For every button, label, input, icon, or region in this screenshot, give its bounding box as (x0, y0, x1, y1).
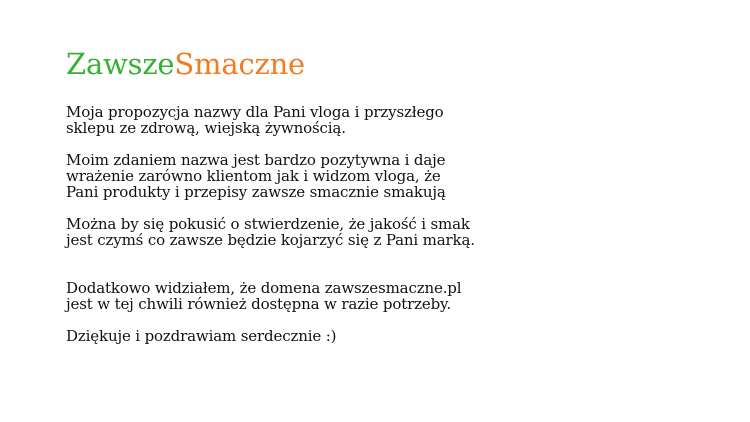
logo-word-zawsze: Zawsze (66, 47, 175, 81)
paragraph-name-proposal (66, 104, 626, 136)
paragraph-line: Pani produkty i przepisy zawsze smacznie smakują (66, 183, 446, 201)
paragraph-closing (66, 328, 626, 344)
logo-word-smaczne: Smaczne (174, 47, 306, 81)
paragraph-line: Moja propozycja nazwy dla Pani vloga i przyszłego (66, 103, 444, 121)
paragraph-line: Dziękuje i pozdrawiam serdecznie :) (66, 327, 337, 345)
paragraph-line: jest czymś co zawsze będzie kojarzyć się z Pani marką. (66, 231, 475, 249)
paragraph-line: jest w tej chwili również dostępna w razie potrzeby. (66, 295, 451, 313)
paragraph-positive-impression (66, 152, 626, 200)
paragraph-line: Dodatkowo widziałem, że domena zawszesmaczne.pl (66, 279, 462, 297)
letter-body (66, 104, 626, 360)
paragraph-line: Moim zdaniem nazwa jest bardzo pozytywna i daje (66, 151, 446, 169)
paragraph-line: sklepu ze zdrową, wiejską żywnością. (66, 119, 346, 137)
paragraph-line: Można by się pokusić o stwierdzenie, że jakość i smak (66, 215, 470, 233)
paragraph-domain-available (66, 280, 626, 312)
brand-logo (66, 44, 305, 84)
paragraph-quality-taste (66, 216, 626, 248)
paragraph-line: wrażenie zarówno klientom jak i widzom vloga, że (66, 167, 441, 185)
